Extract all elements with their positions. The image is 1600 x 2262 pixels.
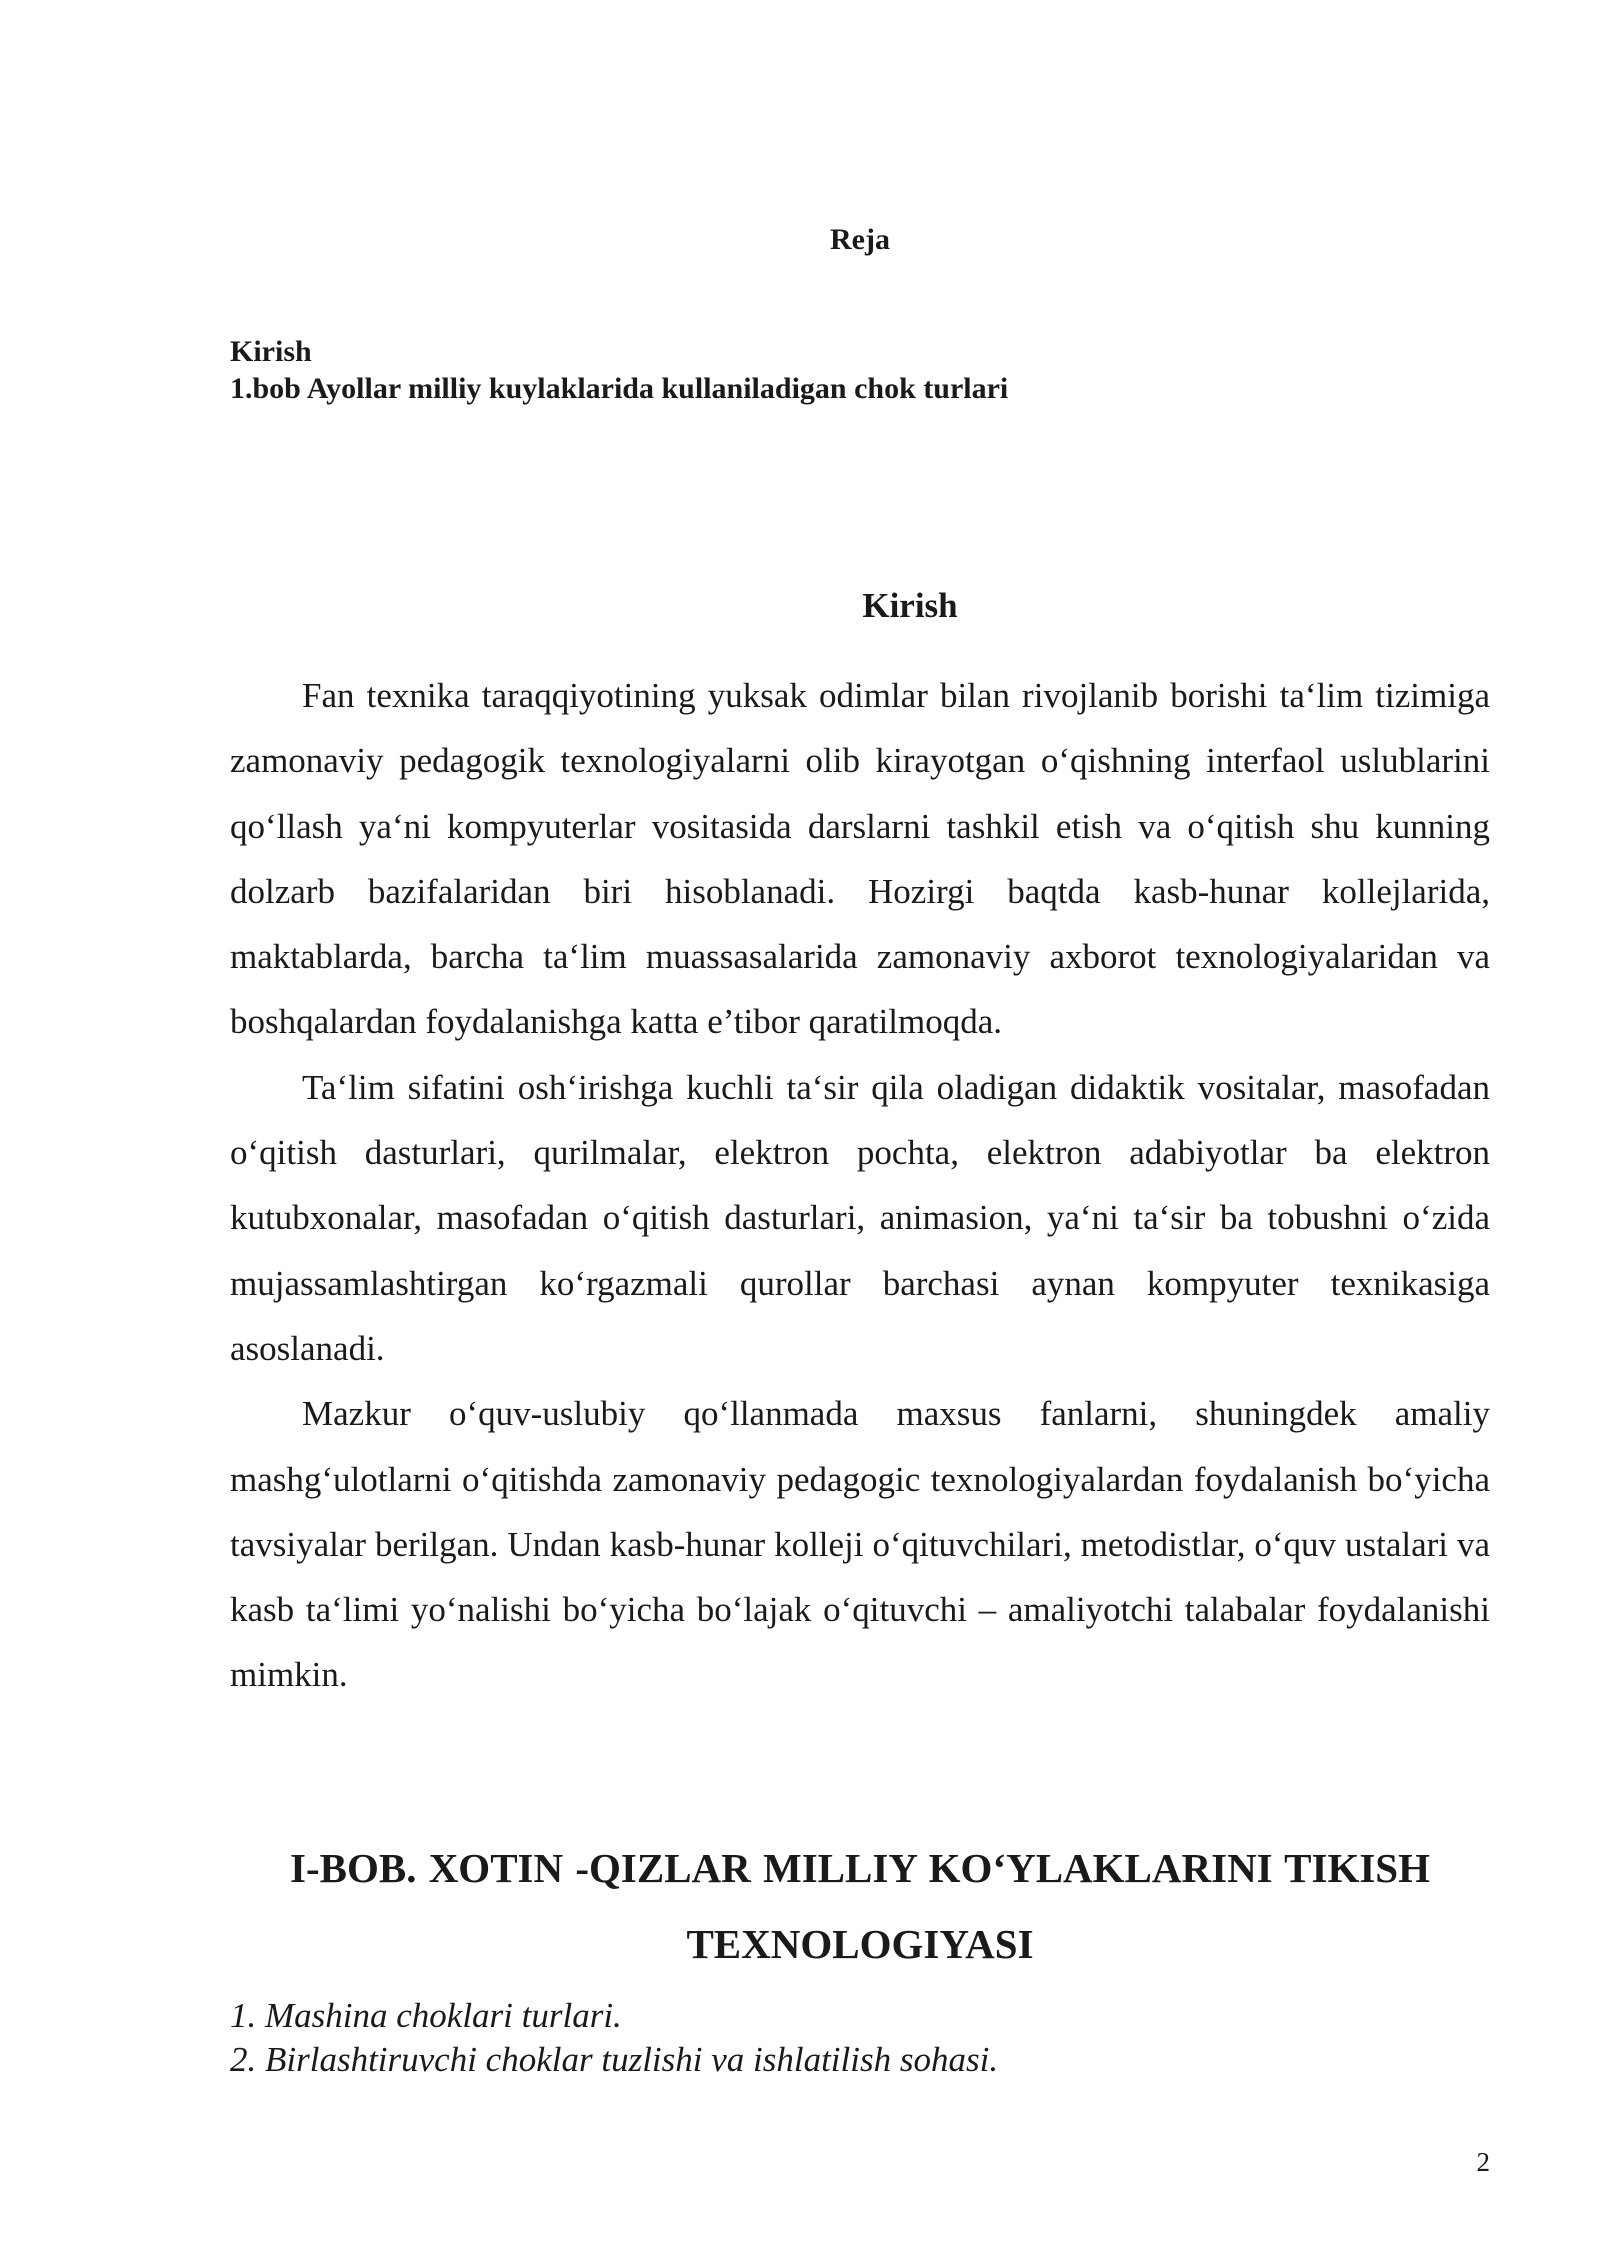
page-number: 2 xyxy=(1476,2147,1490,2177)
intro-heading: Kirish xyxy=(862,586,958,625)
chapter-heading xyxy=(230,1830,1490,1982)
chapter-heading-line-1: I-BOB. XOTIN -QIZLAR MILLIY KO‘YLAKLARINI TIKISH xyxy=(290,1845,1430,1891)
intro-body xyxy=(230,663,1490,1708)
chapter-subsections xyxy=(230,1994,998,2082)
intro-paragraph-1: Fan texnika taraqqiyotining yuksak odimlar bilan rivojlanib borishi ta‘lim tizimiga zamonaviy pedagogik texnologiyalarni olib kirayotgan o‘qishning interfaol uslublarini qo‘llash ya‘ni kompyuterlar vositasida darslarni tashkil etish va o‘qitish shu kunning dolzarb bazifalaridan biri hisoblanadi. Hozirgi baqtda kasb-hunar kollejlarida, maktablarda, barcha ta‘lim muassasalarida zamonaviy axborot texnologiyalaridan va boshqalardan foydalanishga katta e’tibor qaratilmoqda. xyxy=(230,676,1490,1042)
subsection-item-2: 2. Birlashtiruvchi choklar tuzlishi va ishlatilish sohasi. xyxy=(230,2040,999,2079)
plan-title: Reja xyxy=(830,223,890,256)
plan-list xyxy=(230,333,1008,407)
plan-item-intro: Kirish xyxy=(230,335,312,368)
chapter-heading-line-2: TEXNOLOGIYASI xyxy=(686,1921,1034,1967)
intro-paragraph-3: Mazkur o‘quv-uslubiy qo‘llanmada maxsus fanlarni, shuningdek amaliy mashg‘ulotlarni o‘qitishda zamonaviy pedagogic texnologiyalardan foydalanish bo‘yicha tavsiyalar berilgan. Undan kasb-hunar kolleji o‘qituvchilari, metodistlar, o‘quv ustalari va kasb ta‘limi yo‘nalishi bo‘yicha bo‘lajak o‘qituvchi – amaliyotchi talabalar foydalanishi mimkin. xyxy=(230,1394,1490,1695)
plan-item-chapter-1: 1.bob Ayollar milliy kuylaklarida kullaniladigan chok turlari xyxy=(230,372,1009,405)
subsection-item-1: 1. Mashina choklari turlari. xyxy=(230,1996,622,2035)
intro-paragraph-2: Ta‘lim sifatini osh‘irishga kuchli ta‘sir qila oladigan didaktik vositalar, masofadan o‘qitish dasturlari, qurilmalar, elektron pochta, elektron adabiyotlar ba elektron kutubxonalar, masofadan o‘qitish dasturlari, animasion, ya‘ni ta‘sir ba tobushni o‘zida mujassamlashtirgan ko‘rgazmali qurollar barchasi aynan kompyuter texnikasiga asoslanadi. xyxy=(230,1067,1490,1368)
